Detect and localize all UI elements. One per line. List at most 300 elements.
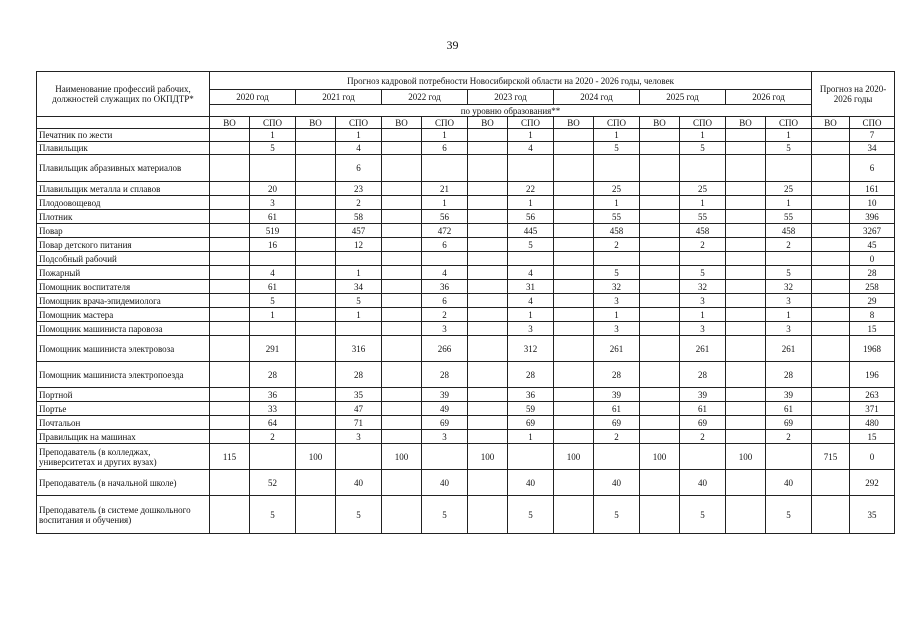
spo-cell: 2 <box>336 196 382 210</box>
spo-cell: 4 <box>336 142 382 155</box>
total-cell: 29 <box>850 294 895 308</box>
vo-cell <box>382 294 422 308</box>
vo-cell <box>812 266 850 280</box>
spo-cell: 47 <box>336 402 382 416</box>
spo-cell: 519 <box>250 224 296 238</box>
vo-cell <box>640 224 680 238</box>
spo-cell: 312 <box>508 336 554 362</box>
spo-cell: 32 <box>680 280 726 294</box>
table-row <box>37 252 895 266</box>
header-level-vo: ВО <box>726 117 766 129</box>
vo-cell: 100 <box>382 444 422 470</box>
table-row <box>37 210 895 224</box>
vo-cell <box>468 142 508 155</box>
vo-cell <box>726 224 766 238</box>
vo-cell <box>726 182 766 196</box>
vo-cell <box>812 470 850 496</box>
total-cell: 292 <box>850 470 895 496</box>
profession-name: Плавильщик абразивных материалов <box>37 155 210 182</box>
vo-cell <box>812 238 850 252</box>
vo-cell <box>382 155 422 182</box>
spo-cell <box>336 322 382 336</box>
spo-cell: 2 <box>422 308 468 322</box>
spo-cell: 2 <box>680 430 726 444</box>
spo-cell: 1 <box>680 196 726 210</box>
total-cell: 6 <box>850 155 895 182</box>
header-by-level: по уровню образования** <box>210 105 812 117</box>
spo-cell: 5 <box>508 238 554 252</box>
spo-cell <box>422 252 468 266</box>
spo-cell: 69 <box>766 416 812 430</box>
vo-cell <box>726 402 766 416</box>
profession-name: Повар <box>37 224 210 238</box>
vo-cell <box>554 430 594 444</box>
vo-cell <box>210 182 250 196</box>
spo-cell: 40 <box>508 470 554 496</box>
spo-cell: 2 <box>594 238 640 252</box>
spo-cell: 4 <box>250 266 296 280</box>
vo-cell <box>640 416 680 430</box>
spo-cell: 6 <box>422 142 468 155</box>
profession-name: Подсобный рабочий <box>37 252 210 266</box>
vo-cell <box>640 388 680 402</box>
spo-cell: 4 <box>508 294 554 308</box>
spo-cell: 291 <box>250 336 296 362</box>
page-number: 39 <box>446 38 459 52</box>
vo-cell <box>210 402 250 416</box>
vo-cell <box>812 129 850 142</box>
table-row <box>37 280 895 294</box>
spo-cell: 55 <box>594 210 640 224</box>
spo-cell: 5 <box>250 496 296 534</box>
vo-cell <box>382 336 422 362</box>
vo-cell: 115 <box>210 444 250 470</box>
vo-cell <box>468 322 508 336</box>
vo-cell <box>812 224 850 238</box>
spo-cell: 40 <box>336 470 382 496</box>
table-row <box>37 142 895 155</box>
profession-name: Плотник <box>37 210 210 224</box>
spo-cell: 71 <box>336 416 382 430</box>
table-row <box>37 182 895 196</box>
spo-cell: 5 <box>336 496 382 534</box>
vo-cell <box>640 402 680 416</box>
vo-cell <box>296 266 336 280</box>
header-level-spo: СПО <box>422 117 468 129</box>
spo-cell: 5 <box>250 142 296 155</box>
spo-cell: 55 <box>766 210 812 224</box>
vo-cell <box>812 362 850 388</box>
vo-cell <box>812 294 850 308</box>
vo-cell: 100 <box>726 444 766 470</box>
spo-cell: 3 <box>594 322 640 336</box>
spo-cell: 1 <box>422 196 468 210</box>
vo-cell <box>296 388 336 402</box>
spo-cell: 5 <box>680 496 726 534</box>
total-cell: 45 <box>850 238 895 252</box>
vo-cell <box>382 496 422 534</box>
vo-cell <box>210 430 250 444</box>
table-row <box>37 416 895 430</box>
vo-cell <box>554 322 594 336</box>
vo-cell <box>640 129 680 142</box>
table-row <box>37 496 895 534</box>
spo-cell <box>766 252 812 266</box>
spo-cell <box>250 252 296 266</box>
spo-cell: 1 <box>336 129 382 142</box>
vo-cell <box>726 496 766 534</box>
vo-cell: 100 <box>640 444 680 470</box>
total-cell: 28 <box>850 266 895 280</box>
vo-cell <box>640 142 680 155</box>
spo-cell: 33 <box>250 402 296 416</box>
spo-cell: 12 <box>336 238 382 252</box>
spo-cell: 39 <box>594 388 640 402</box>
vo-cell <box>640 155 680 182</box>
vo-cell <box>210 142 250 155</box>
vo-cell <box>640 252 680 266</box>
vo-cell <box>210 416 250 430</box>
vo-cell <box>640 496 680 534</box>
header-level-vo: ВО <box>210 117 250 129</box>
header-year: 2020 год <box>210 90 296 105</box>
vo-cell <box>468 362 508 388</box>
spo-cell <box>336 252 382 266</box>
spo-cell: 5 <box>766 496 812 534</box>
spo-cell: 5 <box>680 266 726 280</box>
profession-name: Портье <box>37 402 210 416</box>
spo-cell: 40 <box>594 470 640 496</box>
vo-cell <box>726 308 766 322</box>
spo-cell: 39 <box>680 388 726 402</box>
vo-cell: 100 <box>554 444 594 470</box>
spo-cell: 1 <box>336 266 382 280</box>
vo-cell <box>210 129 250 142</box>
vo-cell <box>382 252 422 266</box>
spo-cell: 4 <box>422 266 468 280</box>
vo-cell <box>554 402 594 416</box>
spo-cell: 6 <box>336 155 382 182</box>
total-cell: 480 <box>850 416 895 430</box>
profession-name: Помощник машиниста электровоза <box>37 336 210 362</box>
header-year: 2023 год <box>468 90 554 105</box>
header-level-spo: СПО <box>250 117 296 129</box>
spo-cell: 6 <box>422 294 468 308</box>
vo-cell <box>554 308 594 322</box>
vo-cell <box>554 388 594 402</box>
spo-cell <box>766 155 812 182</box>
spo-cell: 56 <box>508 210 554 224</box>
profession-name: Помощник машиниста паровоза <box>37 322 210 336</box>
spo-cell: 55 <box>680 210 726 224</box>
spo-cell <box>508 444 554 470</box>
spo-cell: 4 <box>508 142 554 155</box>
vo-cell <box>554 210 594 224</box>
vo-cell <box>382 142 422 155</box>
table-row <box>37 362 895 388</box>
spo-cell <box>594 444 640 470</box>
vo-cell <box>210 388 250 402</box>
table-row <box>37 294 895 308</box>
spo-cell: 1 <box>766 308 812 322</box>
spo-cell: 28 <box>594 362 640 388</box>
table-row <box>37 308 895 322</box>
vo-cell <box>296 142 336 155</box>
vo-cell <box>812 416 850 430</box>
spo-cell: 1 <box>594 196 640 210</box>
spo-cell: 69 <box>422 416 468 430</box>
vo-cell <box>812 430 850 444</box>
header-level-spo: СПО <box>850 117 895 129</box>
vo-cell <box>468 336 508 362</box>
vo-cell <box>296 496 336 534</box>
spo-cell: 1 <box>422 129 468 142</box>
vo-cell <box>296 224 336 238</box>
vo-cell <box>296 416 336 430</box>
vo-cell <box>726 470 766 496</box>
spo-cell: 49 <box>422 402 468 416</box>
vo-cell <box>210 470 250 496</box>
header-level-spo: СПО <box>508 117 554 129</box>
table-row <box>37 322 895 336</box>
vo-cell <box>812 155 850 182</box>
vo-cell <box>382 224 422 238</box>
spo-cell: 40 <box>766 470 812 496</box>
spo-cell: 69 <box>508 416 554 430</box>
vo-cell <box>554 155 594 182</box>
vo-cell <box>382 308 422 322</box>
vo-cell: 100 <box>296 444 336 470</box>
total-cell: 34 <box>850 142 895 155</box>
spo-cell: 32 <box>594 280 640 294</box>
vo-cell <box>210 322 250 336</box>
total-cell: 0 <box>850 444 895 470</box>
vo-cell <box>812 496 850 534</box>
spo-cell: 1 <box>336 308 382 322</box>
vo-cell <box>640 280 680 294</box>
spo-cell: 2 <box>250 430 296 444</box>
vo-cell <box>296 196 336 210</box>
vo-cell <box>554 266 594 280</box>
spo-cell: 2 <box>680 238 726 252</box>
table-row <box>37 196 895 210</box>
header-total-title: Прогноз на 2020-2026 годы <box>812 72 895 117</box>
spo-cell: 1 <box>250 129 296 142</box>
vo-cell <box>468 430 508 444</box>
spo-cell: 35 <box>336 388 382 402</box>
vo-cell <box>554 416 594 430</box>
vo-cell <box>296 294 336 308</box>
spo-cell: 1 <box>766 129 812 142</box>
spo-cell: 28 <box>250 362 296 388</box>
vo-cell <box>210 496 250 534</box>
vo-cell <box>640 196 680 210</box>
vo-cell <box>210 210 250 224</box>
vo-cell <box>210 362 250 388</box>
vo-cell <box>554 362 594 388</box>
spo-cell: 1 <box>680 129 726 142</box>
spo-cell <box>680 155 726 182</box>
total-cell: 10 <box>850 196 895 210</box>
spo-cell: 261 <box>594 336 640 362</box>
header-level-vo: ВО <box>640 117 680 129</box>
spo-cell <box>680 444 726 470</box>
spo-cell: 22 <box>508 182 554 196</box>
profession-name: Преподаватель (в системе дошкольного воспитания и обучения) <box>37 496 210 534</box>
spo-cell <box>250 444 296 470</box>
spo-cell: 36 <box>422 280 468 294</box>
spo-cell: 61 <box>250 210 296 224</box>
spo-cell: 61 <box>680 402 726 416</box>
spo-cell: 28 <box>508 362 554 388</box>
total-cell: 161 <box>850 182 895 196</box>
vo-cell <box>296 336 336 362</box>
vo-cell <box>468 182 508 196</box>
spo-cell: 28 <box>336 362 382 388</box>
spo-cell: 31 <box>508 280 554 294</box>
spo-cell: 3 <box>680 294 726 308</box>
vo-cell <box>468 402 508 416</box>
spo-cell: 20 <box>250 182 296 196</box>
vo-cell <box>210 280 250 294</box>
vo-cell <box>468 210 508 224</box>
vo-cell <box>812 196 850 210</box>
header-level-vo: ВО <box>382 117 422 129</box>
spo-cell: 34 <box>336 280 382 294</box>
total-cell: 8 <box>850 308 895 322</box>
spo-cell: 3 <box>422 322 468 336</box>
vo-cell <box>640 362 680 388</box>
spo-cell: 5 <box>594 266 640 280</box>
vo-cell <box>554 496 594 534</box>
header-level-vo: ВО <box>812 117 850 129</box>
vo-cell <box>468 266 508 280</box>
header-year: 2021 год <box>296 90 382 105</box>
vo-cell <box>640 210 680 224</box>
total-cell: 15 <box>850 322 895 336</box>
spo-cell <box>508 252 554 266</box>
vo-cell <box>382 470 422 496</box>
spo-cell: 1 <box>508 196 554 210</box>
header-year: 2024 год <box>554 90 640 105</box>
spo-cell: 5 <box>766 266 812 280</box>
spo-cell: 5 <box>422 496 468 534</box>
spo-cell: 16 <box>250 238 296 252</box>
vo-cell <box>726 129 766 142</box>
profession-name: Преподаватель (в начальной школе) <box>37 470 210 496</box>
vo-cell <box>210 224 250 238</box>
spo-cell: 1 <box>766 196 812 210</box>
spo-cell: 5 <box>680 142 726 155</box>
spo-cell: 458 <box>680 224 726 238</box>
vo-cell <box>726 252 766 266</box>
vo-cell <box>296 238 336 252</box>
spo-cell <box>250 322 296 336</box>
spo-cell: 61 <box>766 402 812 416</box>
total-cell: 35 <box>850 496 895 534</box>
spo-cell: 445 <box>508 224 554 238</box>
spo-cell: 2 <box>594 430 640 444</box>
vo-cell <box>726 416 766 430</box>
vo-cell <box>726 142 766 155</box>
vo-cell <box>554 196 594 210</box>
spo-cell: 64 <box>250 416 296 430</box>
header-blank-cell <box>37 117 210 129</box>
spo-cell: 3 <box>422 430 468 444</box>
vo-cell <box>468 294 508 308</box>
vo-cell <box>210 155 250 182</box>
profession-name: Печатник по жести <box>37 129 210 142</box>
vo-cell <box>726 430 766 444</box>
vo-cell <box>812 252 850 266</box>
total-cell: 371 <box>850 402 895 416</box>
spo-cell: 1 <box>508 430 554 444</box>
spo-cell: 3 <box>508 322 554 336</box>
spo-cell: 5 <box>250 294 296 308</box>
vo-cell <box>554 252 594 266</box>
profession-name: Почтальон <box>37 416 210 430</box>
vo-cell <box>382 280 422 294</box>
vo-cell <box>726 238 766 252</box>
vo-cell <box>382 416 422 430</box>
spo-cell <box>422 444 468 470</box>
spo-cell <box>422 155 468 182</box>
total-cell: 396 <box>850 210 895 224</box>
vo-cell <box>468 388 508 402</box>
profession-name: Помощник врача-эпидемиолога <box>37 294 210 308</box>
vo-cell <box>296 210 336 224</box>
spo-cell: 5 <box>594 142 640 155</box>
vo-cell: 100 <box>468 444 508 470</box>
vo-cell <box>640 308 680 322</box>
spo-cell: 5 <box>336 294 382 308</box>
table-row <box>37 388 895 402</box>
vo-cell <box>382 210 422 224</box>
spo-cell: 472 <box>422 224 468 238</box>
vo-cell <box>468 238 508 252</box>
spo-cell: 39 <box>422 388 468 402</box>
vo-cell <box>726 322 766 336</box>
spo-cell: 1 <box>680 308 726 322</box>
table-row <box>37 430 895 444</box>
vo-cell <box>726 266 766 280</box>
header-name-col: Наименование профессий рабочих, должностей служащих по ОКПДТР* <box>37 72 210 117</box>
vo-cell <box>296 430 336 444</box>
spo-cell: 69 <box>594 416 640 430</box>
vo-cell <box>468 308 508 322</box>
vo-cell <box>640 294 680 308</box>
vo-cell <box>726 280 766 294</box>
spo-cell: 5 <box>766 142 812 155</box>
vo-cell <box>296 252 336 266</box>
vo-cell <box>640 238 680 252</box>
spo-cell: 39 <box>766 388 812 402</box>
spo-cell: 3 <box>766 294 812 308</box>
table-row <box>37 266 895 280</box>
vo-cell <box>726 362 766 388</box>
vo-cell <box>812 142 850 155</box>
header-level-spo: СПО <box>594 117 640 129</box>
profession-name: Помощник мастера <box>37 308 210 322</box>
vo-cell <box>296 155 336 182</box>
vo-cell <box>382 266 422 280</box>
vo-cell <box>296 280 336 294</box>
total-cell: 263 <box>850 388 895 402</box>
spo-cell: 1 <box>508 308 554 322</box>
vo-cell <box>812 182 850 196</box>
spo-cell: 4 <box>508 266 554 280</box>
header-level-vo: ВО <box>296 117 336 129</box>
